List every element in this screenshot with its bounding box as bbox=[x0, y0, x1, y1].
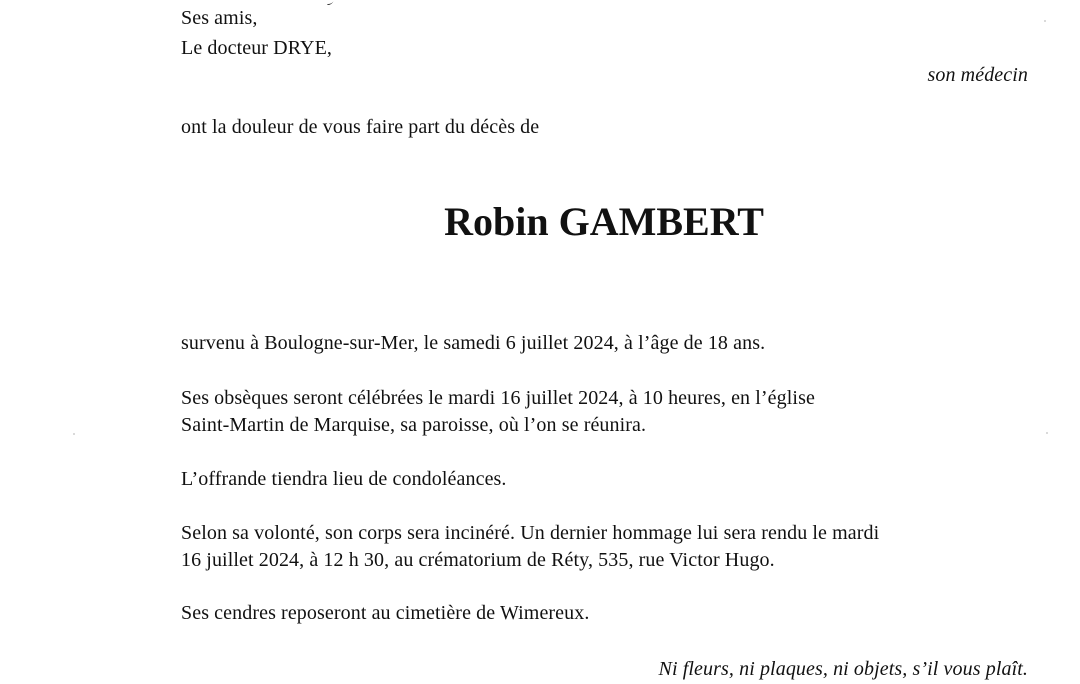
doctor-line: Le docteur DRYE, bbox=[181, 37, 333, 59]
ashes-line: Ses cendres reposeront au cimetière de Wimereux. bbox=[181, 602, 590, 624]
deceased-name: Robin GAMBERT bbox=[444, 199, 764, 244]
friends-line: Ses amis, bbox=[181, 7, 258, 29]
cropped-text-fragment bbox=[327, 0, 334, 5]
funeral-line-2: Saint-Martin de Marquise, sa paroisse, où l’on se réunira. bbox=[181, 414, 647, 436]
offering-line: L’offrande tiendra lieu de condoléances. bbox=[181, 468, 507, 490]
cremation-line-1: Selon sa volonté, son corps sera incinéré. Un dernier hommage lui sera rendu le mardi bbox=[181, 522, 880, 544]
scan-speck bbox=[73, 433, 75, 435]
cremation-line-2: 16 juillet 2024, à 12 h 30, au crématorium de Réty, 535, rue Victor Hugo. bbox=[181, 549, 775, 571]
death-details: survenu à Boulogne-sur-Mer, le samedi 6 juillet 2024, à l’âge de 18 ans. bbox=[181, 332, 766, 354]
closing-request: Ni fleurs, ni plaques, ni objets, s’il vous plaît. bbox=[658, 658, 1028, 680]
doctor-role: son médecin bbox=[927, 64, 1028, 86]
scan-speck bbox=[1046, 432, 1048, 434]
funeral-line-1: Ses obsèques seront célébrées le mardi 16 juillet 2024, à 10 heures, en l’église bbox=[181, 387, 815, 409]
scan-speck bbox=[1044, 20, 1046, 22]
announcement-line: ont la douleur de vous faire part du décès de bbox=[181, 116, 540, 138]
